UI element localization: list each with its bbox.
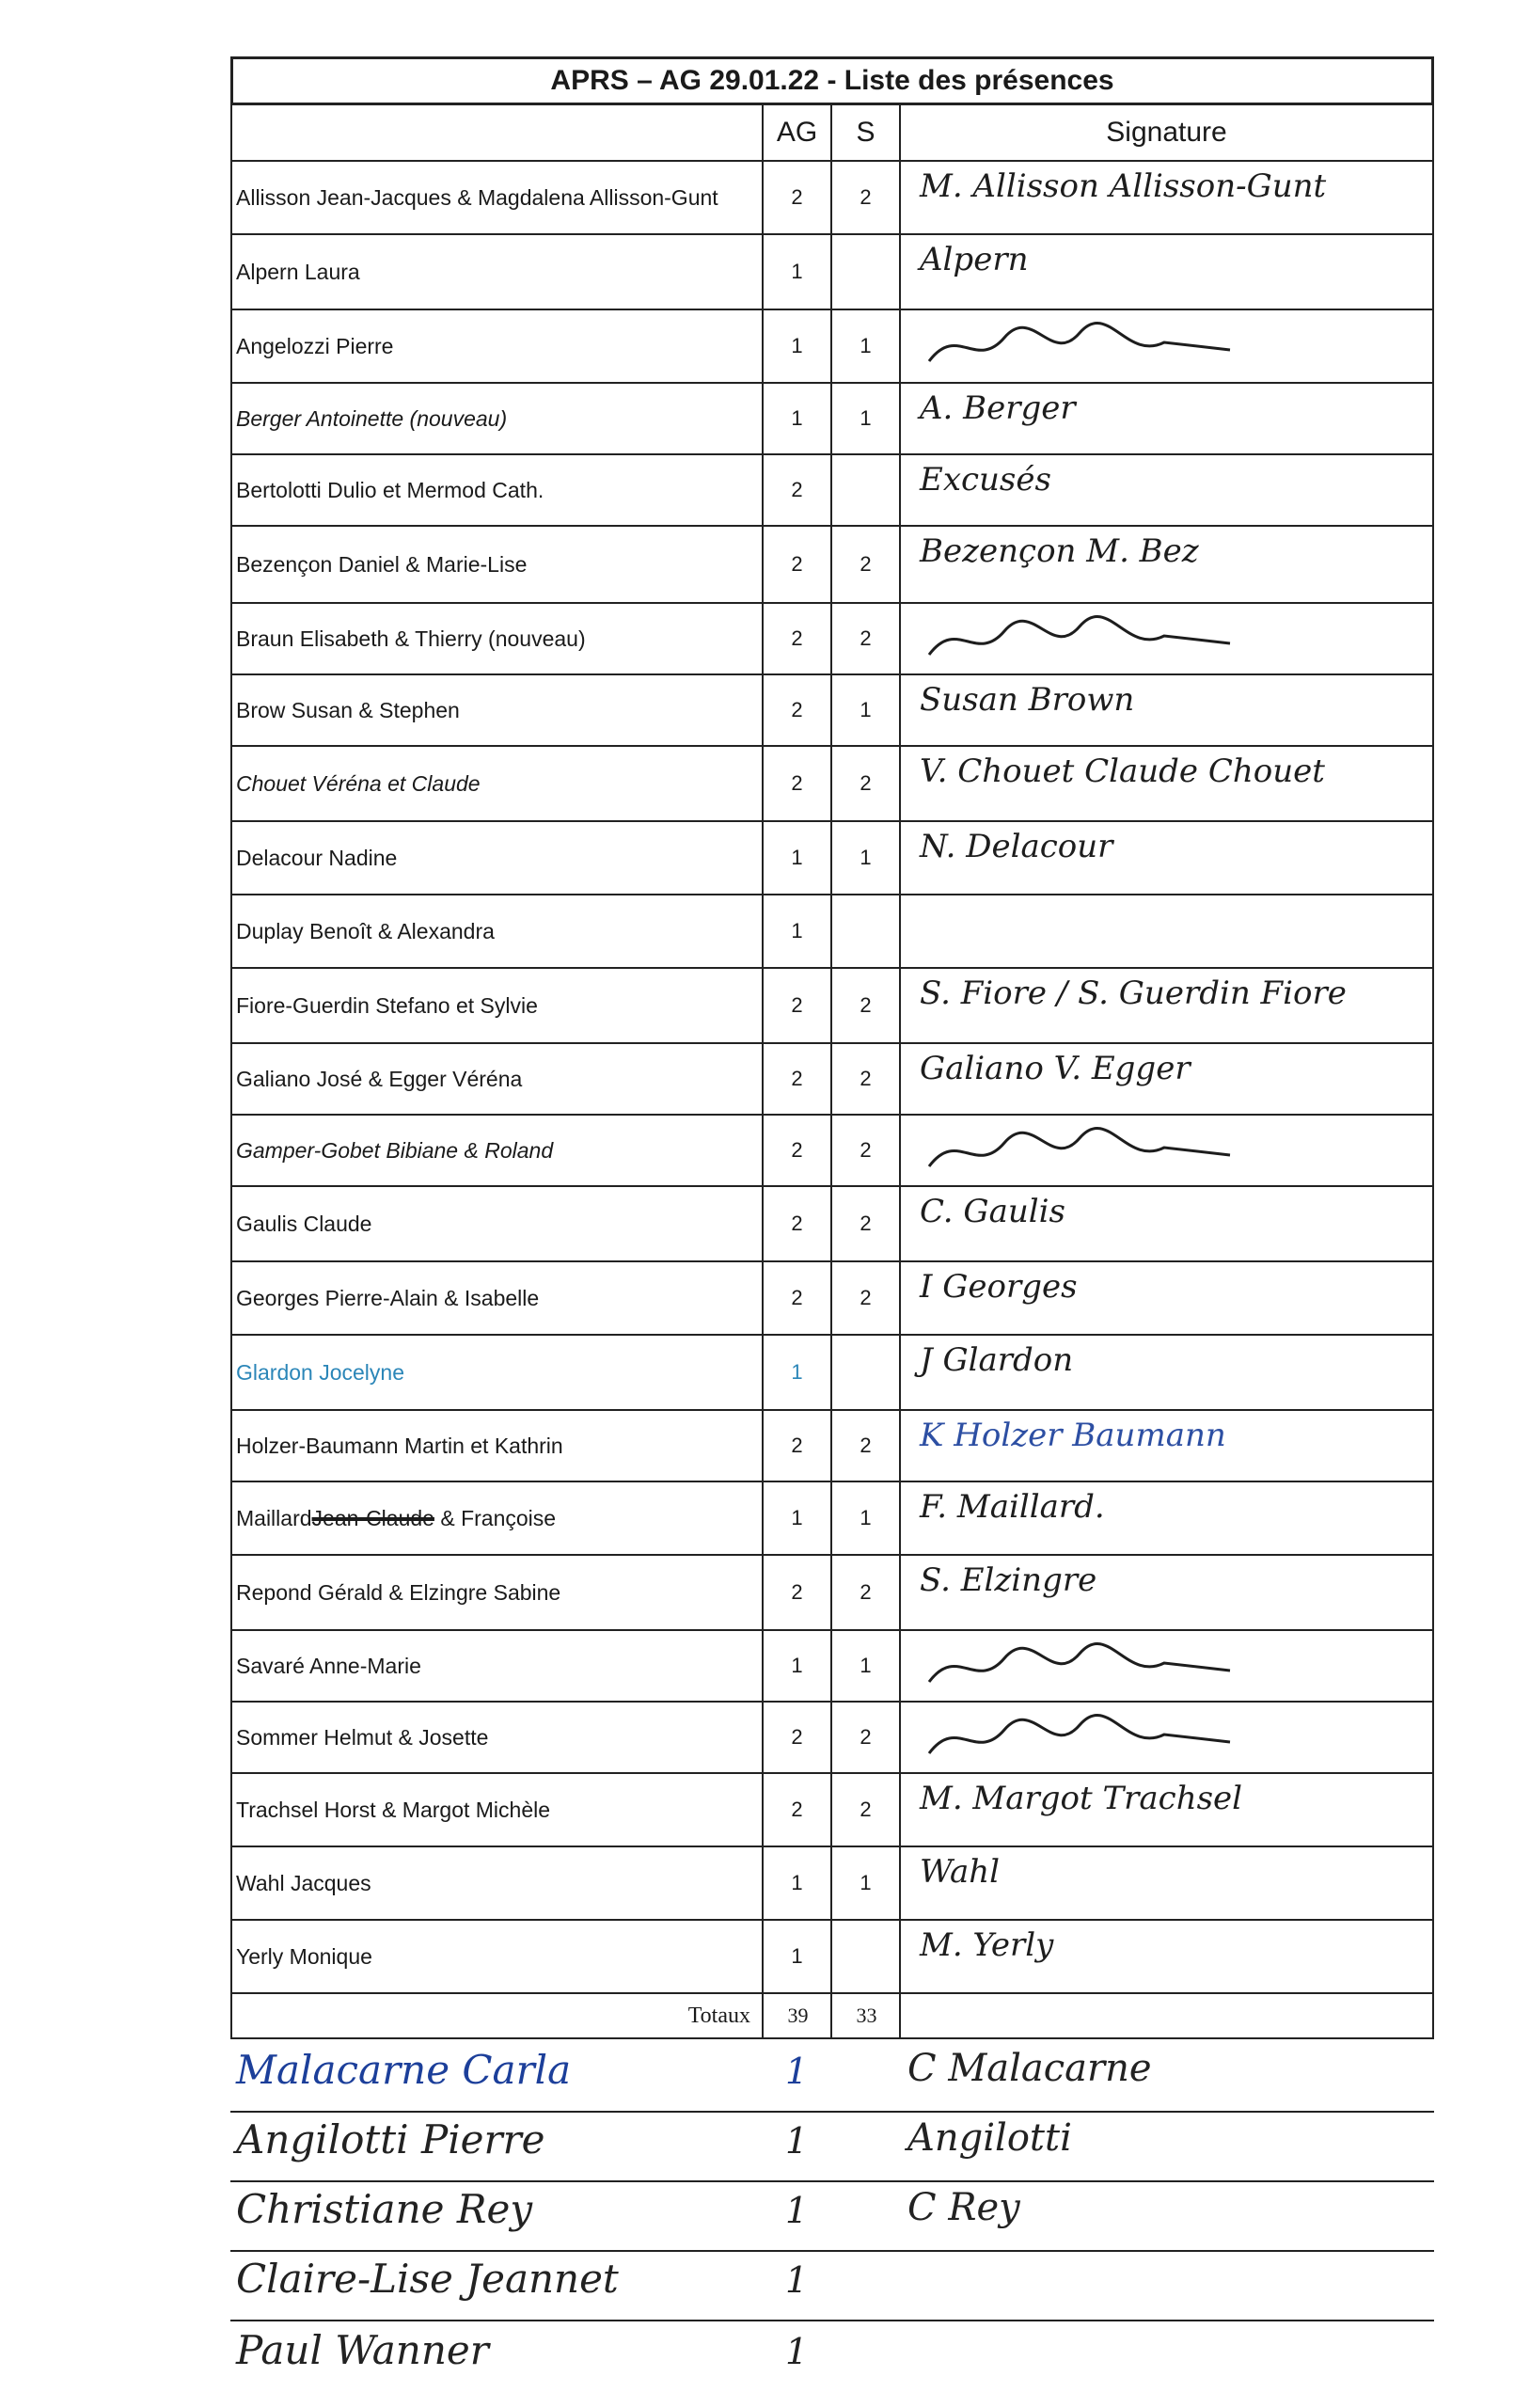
s-count: 1 xyxy=(830,822,899,895)
s-count: 2 xyxy=(830,1411,899,1482)
handwritten-signature: Galiano V. Egger xyxy=(920,1050,1191,1087)
handwritten-entry xyxy=(230,2182,1434,2252)
table-row xyxy=(230,1556,1434,1631)
signature-scribble xyxy=(920,1119,1409,1185)
table-row xyxy=(230,1411,1434,1482)
s-count: 2 xyxy=(830,1556,899,1631)
s-count: 1 xyxy=(830,384,899,455)
s-count: 1 xyxy=(830,1482,899,1556)
member-name: Fiore-Guerdin Stefano et Sylvie xyxy=(230,969,762,1044)
ag-count: 2 xyxy=(762,455,830,527)
ag-count: 1 xyxy=(762,822,830,895)
handwritten-entry xyxy=(230,2113,1434,2182)
handwritten-signature: Wahl xyxy=(920,1853,1001,1891)
ag-count: 2 xyxy=(762,604,830,675)
table-row xyxy=(230,747,1434,822)
s-count: 1 xyxy=(830,310,899,384)
signature-cell xyxy=(899,1556,1434,1631)
s-count xyxy=(830,235,899,310)
handwritten-signature: M. Margot Trachsel xyxy=(920,1780,1243,1817)
member-name: Galiano José & Egger Véréna xyxy=(230,1044,762,1116)
handwritten-signature: K Holzer Baumann xyxy=(920,1417,1226,1454)
member-name: Savaré Anne-Marie xyxy=(230,1631,762,1703)
signature-cell xyxy=(899,675,1434,747)
member-name: Chouet Véréna et Claude xyxy=(230,747,762,822)
member-name-prefix: Maillard xyxy=(236,1505,312,1530)
ag-count: 2 xyxy=(762,1044,830,1116)
member-name: Glardon Jocelyne xyxy=(230,1336,762,1411)
signature-cell xyxy=(899,1044,1434,1116)
signature-cell xyxy=(899,1336,1434,1411)
signature-cell xyxy=(899,1921,1434,1994)
handwritten-signature: Alpern xyxy=(920,241,1029,278)
totals-label: Totaux xyxy=(687,2004,750,2028)
handwritten-signature: S. Fiore / S. Guerdin Fiore xyxy=(920,974,1347,1012)
signature-cell xyxy=(899,1703,1434,1774)
s-count xyxy=(830,1921,899,1994)
signature-cell xyxy=(899,455,1434,527)
table-row xyxy=(230,1921,1434,1994)
totals-s: 33 xyxy=(830,1994,901,2039)
table-row xyxy=(230,310,1434,384)
handwritten-name: Claire-Lise Jeannet xyxy=(236,2256,619,2302)
signature-cell xyxy=(899,1411,1434,1482)
ag-count: 1 xyxy=(762,384,830,455)
handwritten-ag: 1 xyxy=(785,2331,809,2372)
ag-count: 2 xyxy=(762,527,830,604)
handwritten-signature: F. Maillard. xyxy=(920,1488,1105,1526)
member-name: Allisson Jean-Jacques & Magdalena Allisson-Gunt xyxy=(230,162,762,235)
s-count xyxy=(830,1336,899,1411)
s-count: 2 xyxy=(830,1187,899,1262)
member-name: Duplay Benoît & Alexandra xyxy=(230,895,762,969)
member-name: Braun Elisabeth & Thierry (nouveau) xyxy=(230,604,762,675)
ag-count: 2 xyxy=(762,1116,830,1187)
member-name: Repond Gérald & Elzingre Sabine xyxy=(230,1556,762,1631)
ag-count: 2 xyxy=(762,1703,830,1774)
signature-scribble xyxy=(920,608,1409,673)
signature-cell xyxy=(899,1262,1434,1336)
handwritten-signature: Excusés xyxy=(920,461,1051,499)
header-ag: AG xyxy=(762,105,832,162)
table-row xyxy=(230,235,1434,310)
member-name: Georges Pierre-Alain & Isabelle xyxy=(230,1262,762,1336)
signature-cell xyxy=(899,1187,1434,1262)
table-row xyxy=(230,604,1434,675)
member-name: Gamper-Gobet Bibiane & Roland xyxy=(230,1116,762,1187)
handwritten-signature: S. Elzingre xyxy=(920,1561,1097,1599)
handwritten-ag: 1 xyxy=(785,2190,809,2231)
signature-cell xyxy=(899,527,1434,604)
signature-cell xyxy=(899,1116,1434,1187)
s-count: 2 xyxy=(830,1774,899,1847)
signature-cell xyxy=(899,1631,1434,1703)
signature-cell xyxy=(899,1482,1434,1556)
handwritten-entry xyxy=(230,2043,1434,2113)
signature-cell xyxy=(899,604,1434,675)
ag-count: 1 xyxy=(762,1921,830,1994)
handwritten-name: Malacarne Carla xyxy=(236,2047,572,2093)
ag-count: 2 xyxy=(762,1556,830,1631)
handwritten-signature: C Malacarne xyxy=(907,2047,1152,2090)
page-title: APRS – AG 29.01.22 - Liste des présences xyxy=(230,56,1434,105)
handwritten-signature: A. Berger xyxy=(920,389,1076,427)
ag-count: 2 xyxy=(762,1411,830,1482)
s-count: 1 xyxy=(830,1631,899,1703)
s-count: 2 xyxy=(830,747,899,822)
signature-cell xyxy=(899,1847,1434,1921)
table-row xyxy=(230,822,1434,895)
s-count: 2 xyxy=(830,1262,899,1336)
ag-count: 1 xyxy=(762,310,830,384)
ag-count: 2 xyxy=(762,675,830,747)
signature-cell xyxy=(899,969,1434,1044)
handwritten-signature: M. Allisson Allisson-Gunt xyxy=(920,167,1327,205)
handwritten-signature: C. Gaulis xyxy=(920,1193,1065,1230)
s-count: 2 xyxy=(830,604,899,675)
handwritten-signature: I Georges xyxy=(920,1268,1078,1306)
table-row xyxy=(230,895,1434,969)
signature-cell xyxy=(899,747,1434,822)
table-row xyxy=(230,1116,1434,1187)
handwritten-signature: Angilotti xyxy=(907,2116,1072,2160)
member-name: Alpern Laura xyxy=(230,235,762,310)
ag-count: 1 xyxy=(762,1336,830,1411)
signature-cell xyxy=(899,384,1434,455)
signature-cell xyxy=(899,1774,1434,1847)
table-row xyxy=(230,1262,1434,1336)
table-row xyxy=(230,1044,1434,1116)
member-name: Trachsel Horst & Margot Michèle xyxy=(230,1774,762,1847)
ag-count: 2 xyxy=(762,1774,830,1847)
ag-count: 1 xyxy=(762,235,830,310)
ag-count: 1 xyxy=(762,1847,830,1921)
totals-label-cell xyxy=(230,1994,762,2039)
signature-scribble xyxy=(920,1706,1409,1772)
header-signature: Signature xyxy=(899,105,1434,162)
handwritten-ag: 1 xyxy=(785,2120,809,2162)
ag-count: 2 xyxy=(762,162,830,235)
member-name: Yerly Monique xyxy=(230,1921,762,1994)
s-count: 1 xyxy=(830,1847,899,1921)
member-name: Angelozzi Pierre xyxy=(230,310,762,384)
s-count xyxy=(830,895,899,969)
signature-cell xyxy=(899,822,1434,895)
handwritten-signature: N. Delacour xyxy=(920,828,1113,865)
ag-count: 2 xyxy=(762,1262,830,1336)
member-name-suffix: & Françoise xyxy=(434,1505,557,1530)
handwritten-entry xyxy=(230,2252,1434,2321)
s-count: 1 xyxy=(830,675,899,747)
s-count xyxy=(830,455,899,527)
handwritten-name: Christiane Rey xyxy=(236,2186,533,2232)
member-name: Bezençon Daniel & Marie-Lise xyxy=(230,527,762,604)
table-row xyxy=(230,527,1434,604)
signature-cell xyxy=(899,162,1434,235)
handwritten-ag: 1 xyxy=(785,2051,809,2092)
member-name: Holzer-Baumann Martin et Kathrin xyxy=(230,1411,762,1482)
table-row xyxy=(230,1482,1434,1556)
s-count: 2 xyxy=(830,527,899,604)
table-row xyxy=(230,455,1434,527)
member-name: Bertolotti Dulio et Mermod Cath. xyxy=(230,455,762,527)
handwritten-ag: 1 xyxy=(785,2259,809,2301)
signature-cell xyxy=(899,235,1434,310)
totals-signature-cell xyxy=(899,1994,1434,2039)
table-row xyxy=(230,1336,1434,1411)
ag-count: 1 xyxy=(762,1482,830,1556)
s-count: 2 xyxy=(830,1044,899,1116)
header-name-cell xyxy=(230,105,764,162)
table-row xyxy=(230,1847,1434,1921)
handwritten-signature: C Rey xyxy=(907,2186,1020,2229)
handwritten-name: Angilotti Pierre xyxy=(236,2116,545,2162)
member-name xyxy=(230,1482,762,1556)
ag-count: 2 xyxy=(762,1187,830,1262)
ag-count: 1 xyxy=(762,895,830,969)
ag-count: 1 xyxy=(762,1631,830,1703)
signature-scribble xyxy=(920,314,1409,380)
table-row xyxy=(230,162,1434,235)
signature-cell xyxy=(899,895,1434,969)
member-name: Brow Susan & Stephen xyxy=(230,675,762,747)
header-s: S xyxy=(830,105,901,162)
member-name: Gaulis Claude xyxy=(230,1187,762,1262)
ag-count: 2 xyxy=(762,747,830,822)
signature-cell xyxy=(899,310,1434,384)
table-row xyxy=(230,1703,1434,1774)
s-count: 2 xyxy=(830,1116,899,1187)
handwritten-signature: Susan Brown xyxy=(920,681,1135,719)
table-row xyxy=(230,384,1434,455)
table-row xyxy=(230,1631,1434,1703)
handwritten-signature: V. Chouet Claude Chouet xyxy=(920,752,1325,790)
s-count: 2 xyxy=(830,162,899,235)
table-row xyxy=(230,675,1434,747)
ag-count: 2 xyxy=(762,969,830,1044)
table-row xyxy=(230,1774,1434,1847)
member-name-struck: Jean-Claude xyxy=(311,1505,434,1530)
handwritten-signature: M. Yerly xyxy=(920,1926,1054,1964)
signature-scribble xyxy=(920,1635,1409,1701)
member-name: Sommer Helmut & Josette xyxy=(230,1703,762,1774)
handwritten-signature: Bezençon M. Bez xyxy=(920,532,1199,570)
member-name: Wahl Jacques xyxy=(230,1847,762,1921)
member-name: Berger Antoinette (nouveau) xyxy=(230,384,762,455)
s-count: 2 xyxy=(830,1703,899,1774)
totals-ag: 39 xyxy=(762,1994,832,2039)
s-count: 2 xyxy=(830,969,899,1044)
handwritten-name: Paul Wanner xyxy=(236,2327,489,2373)
member-name: Delacour Nadine xyxy=(230,822,762,895)
handwritten-entry xyxy=(230,2323,1434,2380)
handwritten-signature: J Glardon xyxy=(920,1341,1074,1379)
table-row xyxy=(230,1187,1434,1262)
table-row xyxy=(230,969,1434,1044)
